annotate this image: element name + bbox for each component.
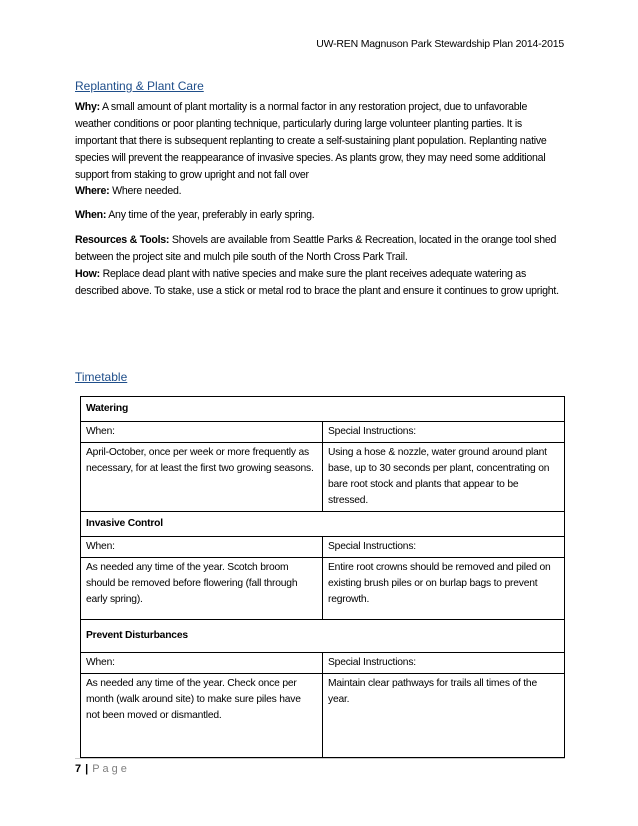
special-instructions-cell: Maintain clear pathways for trails all times of the year. — [323, 674, 565, 758]
when-cell: As needed any time of the year. Check once per month (walk around site) to make sure piles have not been moved or dismantled. — [81, 674, 323, 758]
when-label: When: — [81, 422, 323, 443]
when-cell: As needed any time of the year. Scotch broom should be removed before flowering (fall through early spring). — [81, 558, 323, 620]
resources-label: Resources & Tools: — [75, 234, 170, 246]
when-paragraph — [75, 207, 565, 224]
group-header-prevent-disturbances: Prevent Disturbances — [81, 620, 565, 653]
table-row — [81, 537, 565, 558]
section-title-timetable: Timetable — [75, 370, 128, 384]
table-row — [81, 443, 565, 512]
special-instructions-label: Special Instructions: — [323, 537, 565, 558]
special-instructions-label: Special Instructions: — [323, 653, 565, 674]
when-text: Any time of the year, preferably in early spring. — [108, 209, 315, 221]
when-label: When: — [81, 537, 323, 558]
table-row — [81, 620, 565, 653]
group-header-watering: Watering — [81, 397, 565, 422]
when-label: When: — [75, 209, 107, 221]
page-label: Page — [92, 763, 130, 775]
where-label: Where: — [75, 185, 110, 197]
when-cell: April-October, once per week or more frequently as necessary, for at least the first two growing seasons. — [81, 443, 323, 512]
how-label: How: — [75, 268, 100, 280]
how-text: Replace dead plant with native species and make sure the plant receives adequate watering as described above. To stake, use a stick or metal rod to brace the plant and ensure it continues to grow upright. — [75, 268, 559, 297]
table-row — [81, 512, 565, 537]
page-footer — [75, 763, 130, 775]
resources-text: Shovels are available from Seattle Parks & Recreation, located in the orange tool shed between the project site and mulch pile south of the North Cross Park Trail. — [75, 234, 557, 263]
when-label: When: — [81, 653, 323, 674]
why-paragraph — [75, 99, 565, 184]
why-label: Why: — [75, 101, 100, 113]
footer-divider — [75, 758, 565, 759]
table-row — [81, 558, 565, 620]
special-instructions-label: Special Instructions: — [323, 422, 565, 443]
section-title-replanting: Replanting & Plant Care — [75, 79, 204, 93]
special-instructions-cell: Using a hose & nozzle, water ground around plant base, up to 30 seconds per plant, concentrating on bare root stock and plants that appear to be stressed. — [323, 443, 565, 512]
timetable-table — [80, 396, 565, 758]
page-header: UW-REN Magnuson Park Stewardship Plan 2014-2015 — [316, 38, 564, 50]
resources-paragraph — [75, 232, 565, 266]
table-row — [81, 674, 565, 758]
page-number: 7 — [75, 763, 82, 775]
where-paragraph — [75, 183, 565, 200]
how-paragraph — [75, 266, 565, 300]
table-row — [81, 422, 565, 443]
why-text: A small amount of plant mortality is a normal factor in any restoration project, due to unfavorable weather conditions or poor planting technique, particularly during large volunteer planting parties. It is important that there is subsequent replanting to create a self-sustaining plant population. Replanting native species will prevent the reappearance of invasive species. As plants grow, they may need some additional support from staking to grow upright and not fall over — [75, 101, 547, 181]
table-row — [81, 397, 565, 422]
where-text: Where needed. — [112, 185, 182, 197]
footer-separator: | — [85, 763, 89, 775]
group-header-invasive-control: Invasive Control — [81, 512, 565, 537]
special-instructions-cell: Entire root crowns should be removed and piled on existing brush piles or on burlap bags to prevent regrowth. — [323, 558, 565, 620]
table-row — [81, 653, 565, 674]
